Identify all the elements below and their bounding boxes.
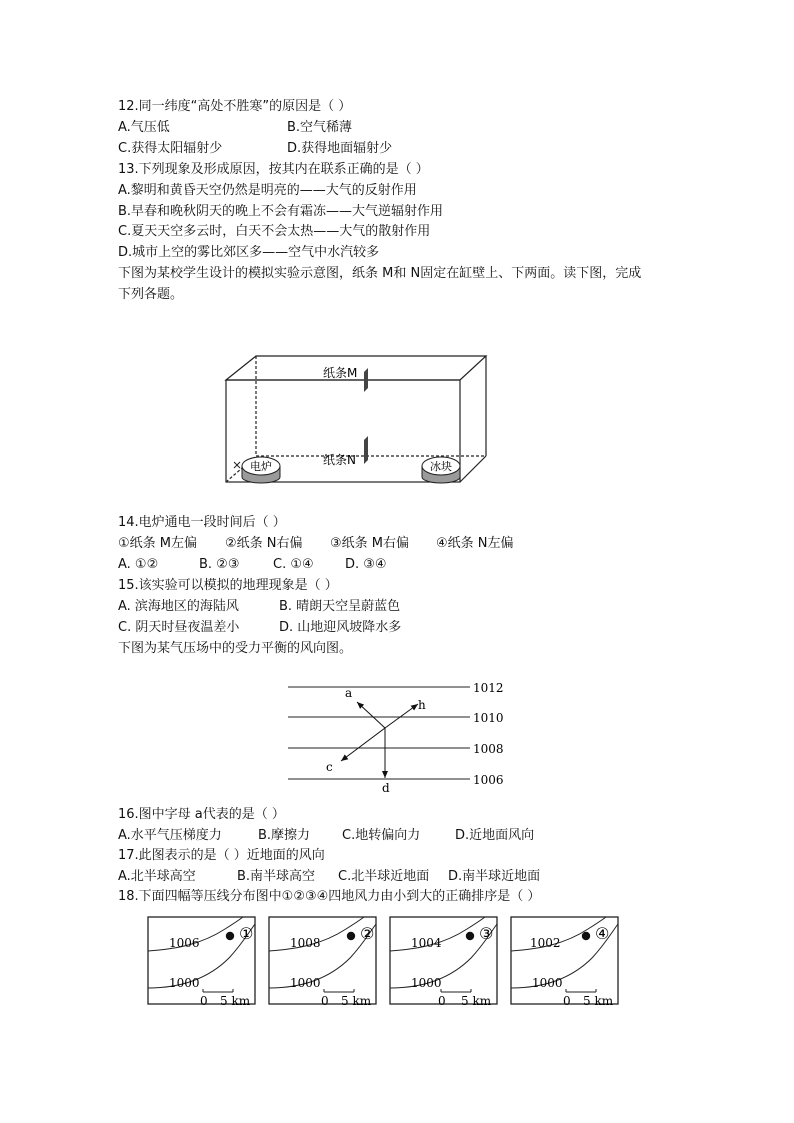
q17-option-b: B.南半球高空 [237, 869, 316, 884]
q17-option-c: C.北半球近地面 [338, 869, 430, 884]
scale-zero: 0 [321, 994, 329, 1006]
q12-option-a: A.气压低 [118, 120, 170, 135]
q14-option-c: C. ①④ [273, 557, 314, 572]
scale-zero: 0 [563, 994, 571, 1006]
scale-label: 5 km [461, 994, 492, 1006]
arrow-h [385, 704, 418, 728]
q13-option-d: D.城市上空的雾比郊区多——空气中水汽较多 [118, 245, 380, 260]
isobar-lower-label: 1000 [411, 976, 442, 990]
q14-statement-3: ③纸条 M右偏 [330, 536, 410, 551]
q14-statement-1: ①纸条 M左偏 [118, 536, 198, 551]
map-marker: ② [360, 924, 375, 943]
q15-stem: 15.该实验可以模拟的地理现象是（ ） [118, 578, 338, 593]
q13-option-a: A.黎明和黄昏天空仍然是明亮的——大气的反射作用 [118, 183, 417, 198]
q13-option-c: C.夏天天空多云时，白天不会太热——大气的散射作用 [118, 224, 431, 239]
q12-option-b: B.空气稀薄 [287, 120, 353, 135]
location-dot [582, 932, 590, 940]
isobar-upper-label: 1006 [169, 936, 200, 950]
experiment-figure [220, 350, 490, 490]
arrow-a [357, 702, 385, 728]
isobar-1012: 1012 [473, 681, 504, 695]
isobar-upper-label: 1008 [290, 936, 321, 950]
isobar-map-4 [510, 916, 620, 1006]
scale-label: 5 km [341, 994, 372, 1006]
scale-label: 5 km [583, 994, 614, 1006]
q16-option-d: D.近地面风向 [455, 828, 535, 843]
q12-option-c: C.获得太阳辐射少 [118, 141, 223, 156]
q14-option-a: A. ①② [118, 557, 159, 572]
isobar-1008: 1008 [473, 742, 504, 756]
stove-label: 电炉 [250, 460, 272, 473]
wind-force-figure [280, 675, 515, 800]
isobar-lower-label: 1000 [169, 976, 200, 990]
label-paper-m: 纸条M [323, 366, 358, 380]
q14-option-d: D. ③④ [345, 557, 387, 572]
scale-zero: 0 [438, 994, 446, 1006]
experiment-intro-line1: 下图为某校学生设计的模拟实验示意图，纸条 M和 N固定在缸壁上、下两面。读下图，完成 [118, 266, 642, 281]
q16-option-c: C.地转偏向力 [342, 828, 421, 843]
q13-stem: 13.下列现象及形成原因，按其内在联系正确的是（ ） [118, 162, 429, 177]
ice-label: 冰块 [430, 460, 452, 473]
q17-option-d: D.南半球近地面 [448, 869, 541, 884]
q14-option-b: B. ②③ [199, 557, 240, 572]
electric-stove [234, 457, 280, 483]
q16-option-b: B.摩擦力 [258, 828, 311, 843]
map-marker: ③ [479, 924, 494, 943]
q16-option-a: A.水平气压梯度力 [118, 828, 222, 843]
isobar-map-2 [268, 916, 378, 1006]
q12-stem: 12.同一纬度“高处不胜寒”的原因是（ ） [118, 99, 352, 114]
q17-stem: 17.此图表示的是（ ）近地面的风向 [118, 848, 325, 863]
paper-strip-m [364, 368, 368, 392]
q15-option-b: B. 晴朗天空呈蔚蓝色 [279, 599, 401, 614]
scale-zero: 0 [200, 994, 208, 1006]
map-marker: ④ [595, 924, 610, 943]
label-paper-n: 纸条N [323, 453, 356, 467]
paper-strip-n [364, 436, 368, 464]
isobar-lower-label: 1000 [532, 976, 563, 990]
label-d: d [382, 781, 390, 795]
q18-stem: 18.下面四幅等压线分布图中①②③④四地风力由小到大的正确排序是（ ） [118, 889, 541, 904]
q15-option-d: D. 山地迎风坡降水多 [279, 620, 402, 635]
label-a: a [345, 686, 353, 700]
q12-option-d: D.获得地面辐射少 [287, 141, 393, 156]
map-marker: ① [239, 924, 254, 943]
q13-option-b: B.早春和晚秋阴天的晚上不会有霜冻——大气逆辐射作用 [118, 204, 444, 219]
ice-block [422, 457, 460, 483]
isobar-upper-label: 1002 [530, 936, 561, 950]
label-h: h [418, 698, 426, 712]
scale-label: 5 km [220, 994, 251, 1006]
experiment-intro-line2: 下列各题。 [118, 287, 184, 302]
isobar-1010: 1010 [473, 711, 504, 725]
location-dot [466, 932, 474, 940]
q15-option-c: C. 阴天时昼夜温差小 [118, 620, 240, 635]
isobar-1006: 1006 [473, 773, 504, 787]
q14-stem: 14.电炉通电一段时间后（ ） [118, 515, 286, 530]
label-c: c [326, 760, 333, 774]
q14-statement-4: ④纸条 N左偏 [436, 536, 514, 551]
q16-stem: 16.图中字母 a代表的是（ ） [118, 807, 285, 822]
wind-intro: 下图为某气压场中的受力平衡的风向图。 [118, 641, 353, 656]
q17-option-a: A.北半球高空 [118, 869, 196, 884]
isobar-map-3 [389, 916, 499, 1006]
location-dot [226, 932, 234, 940]
q15-option-a: A. 滨海地区的海陆风 [118, 599, 239, 614]
location-dot [347, 932, 355, 940]
isobar-map-1 [147, 916, 257, 1006]
isobar-lower-label: 1000 [290, 976, 321, 990]
isobar-upper-label: 1004 [411, 936, 442, 950]
q14-statement-2: ②纸条 N右偏 [225, 536, 303, 551]
arrow-c [341, 728, 385, 761]
